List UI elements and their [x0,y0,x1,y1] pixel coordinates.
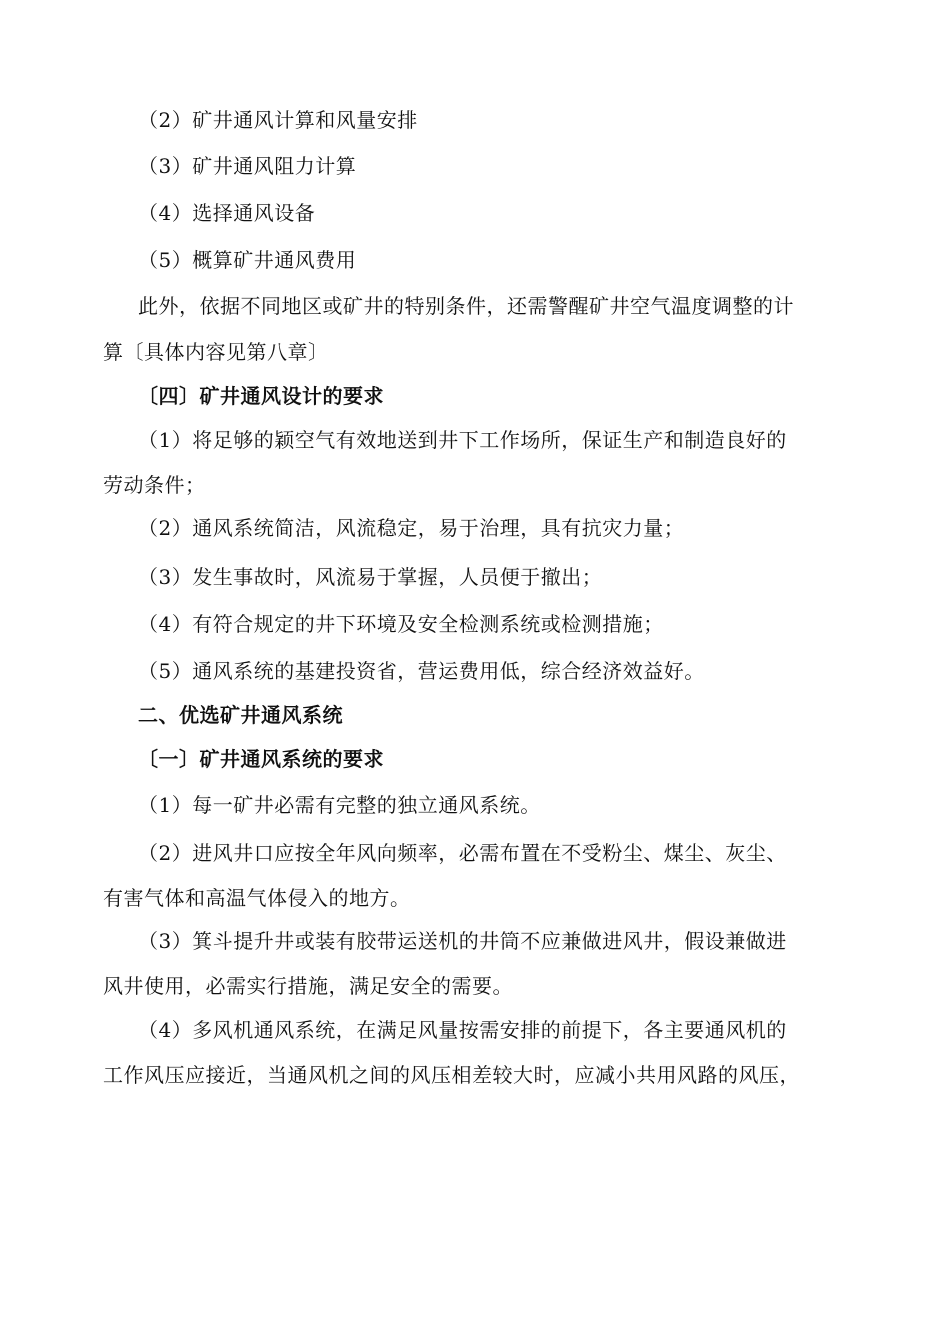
list-item-requirement-2: （2）通风系统简洁，风流稳定，易于治理，具有抗灾力量； [138,516,685,540]
paragraph-line: 此外，依据不同地区或矿井的特别条件，还需警醒矿井空气温度调整的计 [138,294,794,318]
list-item-system-3-cont: 风井使用，必需实行措施，满足安全的需要。 [103,974,513,998]
list-item-requirement-1: （1）将足够的颖空气有效地送到井下工作场所，保证生产和制造良好的 [138,428,787,452]
list-item-select-equipment: （4）选择通风设备 [138,201,316,225]
paragraph-line: 算〔具体内容见第八章〕 [103,340,329,364]
list-item-system-3: （3）箕斗提升井或装有胶带运送机的井筒不应兼做进风井，假设兼做进 [138,929,787,953]
section-heading-system-requirements: 〔一〕矿井通风系统的要求 [138,747,384,771]
list-item-system-2-cont: 有害气体和高温气体侵入的地方。 [103,886,411,910]
list-item-estimate-cost: （5）概算矿井通风费用 [138,248,357,272]
section-heading-design-requirements: 〔四〕矿井通风设计的要求 [138,384,384,408]
list-item-requirement-4: （4）有符合规定的井下环境及安全检测系统或检测措施； [138,612,664,636]
list-item-system-1: （1）每一矿井必需有完整的独立通风系统。 [138,793,541,817]
list-item-resistance-calc: （3）矿井通风阻力计算 [138,154,357,178]
list-item-calc-airflow: （2）矿井通风计算和风量安排 [138,108,418,132]
section-heading-optimize-system: 二、优选矿井通风系统 [138,703,343,727]
list-item-system-4-cont: 工作风压应接近，当通风机之间的风压相差较大时，应减小共用风路的风压， [103,1063,800,1087]
list-item-requirement-3: （3）发生事故时，风流易于掌握，人员便于撤出； [138,565,603,589]
list-item-requirement-1-cont: 劳动条件； [103,473,206,497]
list-item-system-4: （4）多风机通风系统，在满足风量按需安排的前提下，各主要通风机的 [138,1018,787,1042]
list-item-requirement-5: （5）通风系统的基建投资省，营运费用低，综合经济效益好。 [138,659,705,683]
list-item-system-2: （2）进风井口应按全年风向频率，必需布置在不受粉尘、煤尘、灰尘、 [138,841,787,865]
